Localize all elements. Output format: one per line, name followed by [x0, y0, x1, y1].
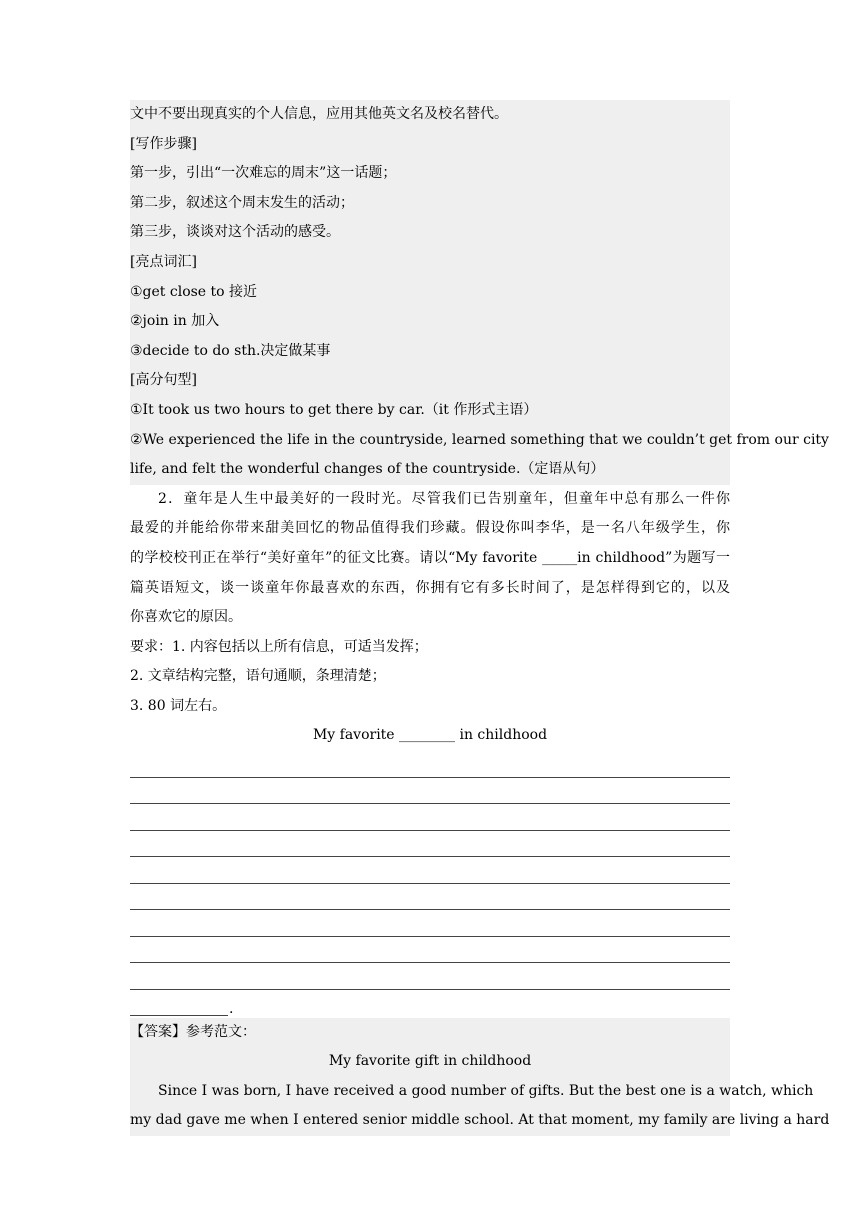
- writing-line[interactable]: [130, 963, 730, 990]
- writing-area[interactable]: [130, 751, 730, 1016]
- writing-line[interactable]: [130, 751, 730, 778]
- end-period: .: [229, 1000, 234, 1017]
- step-line: 第二步，叙述这个周末发生的活动；: [130, 194, 354, 211]
- short-writing-line[interactable]: [130, 1014, 228, 1016]
- requirement-line: 3. 80 词左右。: [130, 697, 227, 714]
- sentence-pattern-item: ②We experienced the life in the countryside, learned something that we couldn’t get from our city: [130, 431, 829, 448]
- writing-line[interactable]: [130, 804, 730, 831]
- section-heading-vocabulary: [亮点词汇]: [130, 253, 197, 270]
- writing-line-last[interactable]: [130, 990, 730, 1016]
- writing-line[interactable]: [130, 884, 730, 911]
- sentence-pattern-item: life, and felt the wonderful changes of the countryside.（定语从句）: [130, 461, 605, 478]
- section-heading-writing-steps: [写作步骤]: [130, 135, 197, 152]
- section-heading-sentence-patterns: [高分句型]: [130, 372, 197, 389]
- question-text-line: 篇英语短文，谈一谈童年你最喜欢的东西，你拥有它有多长时间了，是怎样得到它的，以及: [130, 579, 730, 596]
- vocabulary-item: ②join in 加入: [130, 313, 220, 330]
- upper-reference-block: [130, 100, 829, 485]
- answer-block: [130, 1018, 830, 1136]
- writing-line[interactable]: [130, 937, 730, 964]
- question-text-line: 你喜欢它的原因。: [130, 609, 242, 626]
- question-text-line: 的学校校刊正在举行“美好童年”的征文比赛。请以“My favorite _____in childhood”为题写一: [130, 549, 730, 566]
- sentence-pattern-item: ①It took us two hours to get there by car.（it 作形式主语）: [130, 401, 538, 418]
- answer-text-line: my dad gave me when I entered senior middle school. At that moment, my family are living a hard: [130, 1112, 830, 1129]
- question-text-line: 最爱的并能给你带来甜美回忆的物品值得我们珍藏。假设你叫李华，是一名八年级学生，你: [130, 520, 730, 537]
- writing-line[interactable]: [130, 857, 730, 884]
- step-line: 第一步，引出“一次难忘的周末”这一话题；: [130, 165, 397, 182]
- requirement-line: 要求：1. 内容包括以上所有信息，可适当发挥；: [130, 638, 428, 655]
- answer-text-line: Since I was born, I have received a good number of gifts. But the best one is a watch, which: [158, 1082, 814, 1099]
- instruction-line: 文中不要出现真实的个人信息，应用其他英文名及校名替代。: [130, 106, 508, 122]
- question-2: [130, 485, 730, 1016]
- writing-line[interactable]: [130, 778, 730, 805]
- vocabulary-item: ③decide to do sth.决定做某事: [130, 342, 331, 359]
- step-line: 第三步，谈谈对这个活动的感受。: [130, 224, 340, 241]
- writing-line[interactable]: [130, 910, 730, 937]
- document-page: [130, 100, 830, 1136]
- requirement-line: 2. 文章结构完整，语句通顺，条理清楚；: [130, 668, 386, 685]
- answer-title: My favorite gift in childhood: [328, 1053, 532, 1070]
- vocabulary-item: ①get close to 接近: [130, 283, 258, 300]
- question-text-line: 2．童年是人生中最美好的一段时光。尽管我们已告别童年，但童年中总有那么一件你: [158, 490, 730, 507]
- essay-title: My favorite ________ in childhood: [312, 727, 548, 744]
- writing-line[interactable]: [130, 831, 730, 858]
- answer-label: 【答案】参考范文：: [130, 1023, 256, 1040]
